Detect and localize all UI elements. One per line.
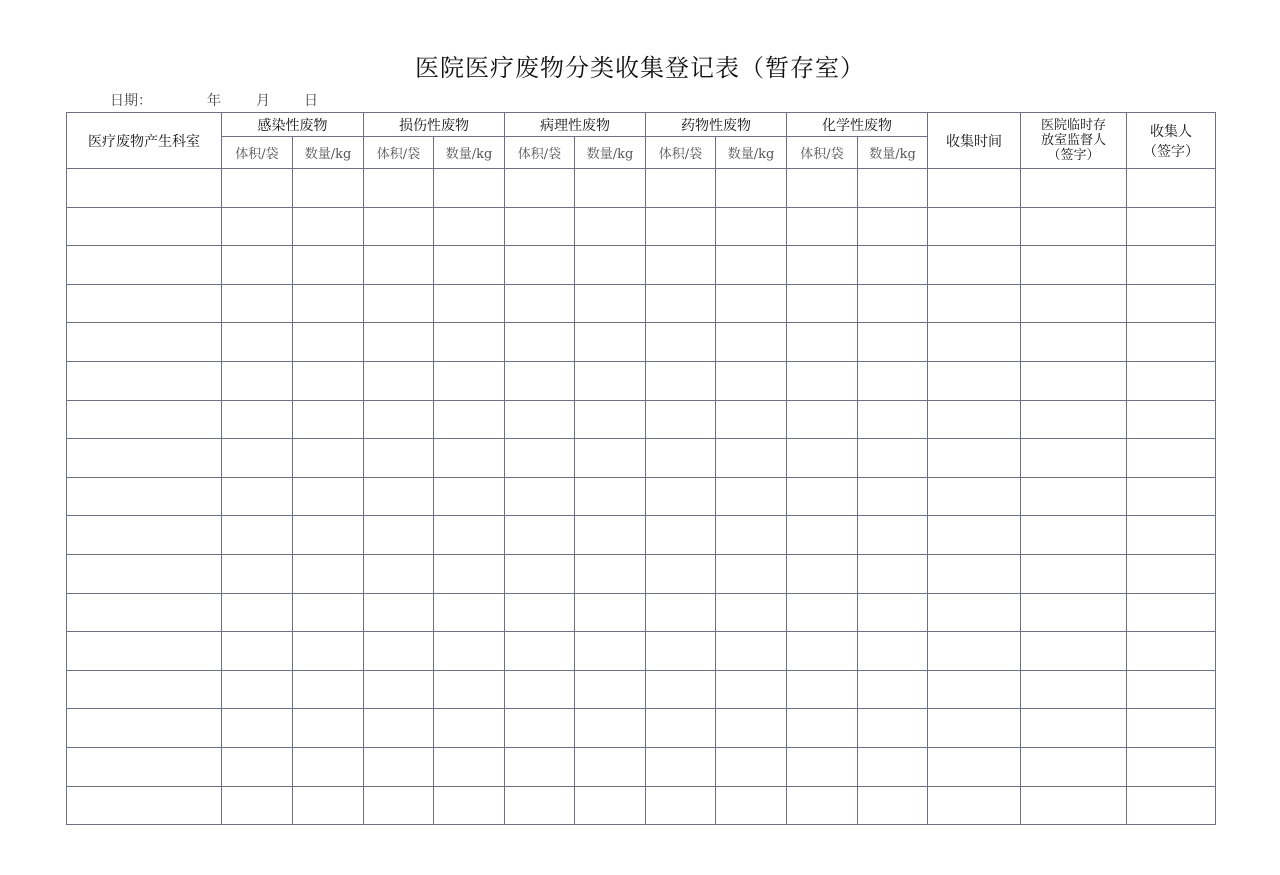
table-cell — [67, 323, 222, 362]
table-cell — [364, 593, 434, 632]
header-quantity: 数量/kg — [293, 137, 364, 169]
table-cell — [928, 632, 1021, 671]
table-cell — [222, 516, 293, 555]
table-cell — [67, 786, 222, 825]
table-cell — [364, 516, 434, 555]
header-category-pathological: 病理性废物 — [505, 113, 646, 137]
table-cell — [505, 207, 575, 246]
table-cell — [646, 323, 716, 362]
table-cell — [222, 246, 293, 285]
header-quantity: 数量/kg — [575, 137, 646, 169]
table-cell — [858, 554, 928, 593]
header-volume: 体积/袋 — [222, 137, 293, 169]
table-cell — [364, 554, 434, 593]
table-cell — [787, 361, 858, 400]
table-cell — [575, 361, 646, 400]
table-cell — [434, 207, 505, 246]
table-cell — [716, 747, 787, 786]
table-cell — [858, 709, 928, 748]
table-cell — [222, 284, 293, 323]
table-cell — [1021, 747, 1127, 786]
table-cell — [434, 169, 505, 208]
table-cell — [293, 207, 364, 246]
table-cell — [575, 439, 646, 478]
table-cell — [787, 709, 858, 748]
table-cell — [858, 361, 928, 400]
table-cell — [505, 246, 575, 285]
header-category-sharps: 损伤性废物 — [364, 113, 505, 137]
table-cell — [787, 670, 858, 709]
table-cell — [364, 709, 434, 748]
table-cell — [716, 632, 787, 671]
table-cell — [364, 439, 434, 478]
header-category-pharmaceutical: 药物性废物 — [646, 113, 787, 137]
header-category-infectious: 感染性废物 — [222, 113, 364, 137]
table-cell — [505, 670, 575, 709]
header-supervisor — [1021, 113, 1127, 169]
table-cell — [858, 207, 928, 246]
table-row — [67, 516, 1216, 555]
header-quantity: 数量/kg — [858, 137, 928, 169]
table-cell — [858, 400, 928, 439]
table-cell — [1127, 323, 1216, 362]
table-cell — [222, 477, 293, 516]
table-cell — [646, 747, 716, 786]
table-cell — [1021, 361, 1127, 400]
table-cell — [928, 670, 1021, 709]
table-cell — [716, 786, 787, 825]
table-cell — [434, 361, 505, 400]
table-cell — [787, 747, 858, 786]
table-cell — [1021, 323, 1127, 362]
header-volume: 体积/袋 — [787, 137, 858, 169]
table-cell — [434, 284, 505, 323]
table-cell — [646, 439, 716, 478]
table-cell — [434, 632, 505, 671]
table-cell — [67, 670, 222, 709]
table-cell — [293, 632, 364, 671]
table-cell — [858, 632, 928, 671]
table-cell — [787, 516, 858, 555]
table-cell — [575, 516, 646, 555]
table-cell — [1127, 786, 1216, 825]
table-cell — [505, 554, 575, 593]
table-cell — [293, 246, 364, 285]
table-row — [67, 747, 1216, 786]
table-cell — [222, 593, 293, 632]
table-cell — [858, 477, 928, 516]
table-cell — [928, 361, 1021, 400]
table-cell — [928, 207, 1021, 246]
table-cell — [787, 207, 858, 246]
table-cell — [646, 361, 716, 400]
table-cell — [293, 709, 364, 748]
header-collector-line-2: （签字） — [1143, 143, 1199, 160]
table-cell — [858, 670, 928, 709]
table-cell — [505, 709, 575, 748]
table-cell — [505, 593, 575, 632]
table-cell — [505, 786, 575, 825]
table-cell — [716, 670, 787, 709]
table-cell — [575, 786, 646, 825]
table-cell — [928, 477, 1021, 516]
table-cell — [67, 477, 222, 516]
table-cell — [222, 207, 293, 246]
table-cell — [505, 477, 575, 516]
table-cell — [434, 670, 505, 709]
table-cell — [575, 169, 646, 208]
table-cell — [67, 747, 222, 786]
header-department: 医疗废物产生科室 — [67, 113, 222, 169]
table-row — [67, 323, 1216, 362]
table-cell — [716, 516, 787, 555]
table-cell — [928, 169, 1021, 208]
table-cell — [787, 400, 858, 439]
table-cell — [222, 439, 293, 478]
table-cell — [434, 400, 505, 439]
table-cell — [505, 169, 575, 208]
date-year-label: 年 — [207, 93, 221, 109]
table-cell — [716, 439, 787, 478]
table-row — [67, 477, 1216, 516]
table-cell — [67, 593, 222, 632]
table-cell — [928, 593, 1021, 632]
table-cell — [575, 207, 646, 246]
table-cell — [787, 477, 858, 516]
table-cell — [858, 323, 928, 362]
table-cell — [67, 554, 222, 593]
table-cell — [1021, 670, 1127, 709]
table-cell — [716, 477, 787, 516]
table-cell — [364, 207, 434, 246]
table-cell — [1127, 670, 1216, 709]
table-cell — [434, 439, 505, 478]
table-cell — [575, 477, 646, 516]
table-cell — [1021, 516, 1127, 555]
table-cell — [716, 169, 787, 208]
table-cell — [716, 593, 787, 632]
table-cell — [575, 554, 646, 593]
header-supervisor-line-2: 放室监督人 — [1040, 133, 1106, 148]
table-cell — [364, 747, 434, 786]
table-cell — [575, 284, 646, 323]
table-cell — [67, 207, 222, 246]
header-volume: 体积/袋 — [364, 137, 434, 169]
table-cell — [1021, 786, 1127, 825]
table-cell — [646, 169, 716, 208]
table-row — [67, 632, 1216, 671]
table-row — [67, 709, 1216, 748]
header-volume: 体积/袋 — [505, 137, 575, 169]
table-cell — [1127, 632, 1216, 671]
table-cell — [575, 400, 646, 439]
table-cell — [1127, 246, 1216, 285]
table-cell — [67, 439, 222, 478]
waste-register-table — [66, 112, 1216, 825]
table-cell — [928, 323, 1021, 362]
table-cell — [646, 593, 716, 632]
table-cell — [293, 400, 364, 439]
table-cell — [858, 747, 928, 786]
table-cell — [434, 747, 505, 786]
table-cell — [928, 554, 1021, 593]
table-cell — [505, 747, 575, 786]
table-cell — [222, 747, 293, 786]
table-cell — [67, 246, 222, 285]
table-cell — [928, 284, 1021, 323]
table-cell — [1127, 361, 1216, 400]
table-cell — [1021, 593, 1127, 632]
table-cell — [1127, 709, 1216, 748]
table-cell — [434, 246, 505, 285]
table-cell — [646, 284, 716, 323]
table-cell — [222, 670, 293, 709]
table-cell — [787, 593, 858, 632]
table-cell — [1127, 207, 1216, 246]
table-cell — [505, 361, 575, 400]
table-cell — [716, 709, 787, 748]
table-cell — [928, 747, 1021, 786]
table-cell — [787, 786, 858, 825]
table-cell — [716, 207, 787, 246]
table-cell — [67, 516, 222, 555]
table-cell — [364, 477, 434, 516]
header-category-chemical: 化学性废物 — [787, 113, 928, 137]
table-cell — [858, 593, 928, 632]
date-label: 日期： — [110, 93, 152, 109]
table-cell — [787, 246, 858, 285]
table-cell — [293, 439, 364, 478]
table-cell — [646, 207, 716, 246]
table-cell — [505, 400, 575, 439]
table-cell — [364, 246, 434, 285]
table-row — [67, 246, 1216, 285]
table-cell — [928, 246, 1021, 285]
table-cell — [716, 361, 787, 400]
document-title: 医院医疗废物分类收集登记表（暂存室） — [415, 54, 865, 82]
header-quantity: 数量/kg — [434, 137, 505, 169]
table-cell — [293, 169, 364, 208]
table-cell — [434, 477, 505, 516]
table-cell — [293, 516, 364, 555]
header-supervisor-line-1: 医院临时存 — [1040, 118, 1106, 133]
table-cell — [434, 516, 505, 555]
table-row — [67, 439, 1216, 478]
table-cell — [222, 786, 293, 825]
table-cell — [1127, 439, 1216, 478]
table-cell — [364, 361, 434, 400]
table-cell — [434, 323, 505, 362]
table-cell — [787, 169, 858, 208]
table-cell — [646, 246, 716, 285]
table-cell — [222, 400, 293, 439]
table-cell — [293, 361, 364, 400]
table-cell — [575, 323, 646, 362]
table-cell — [1127, 400, 1216, 439]
table-cell — [222, 632, 293, 671]
table-row — [67, 207, 1216, 246]
table-cell — [646, 786, 716, 825]
table-cell — [293, 284, 364, 323]
table-cell — [364, 169, 434, 208]
table-cell — [222, 169, 293, 208]
table-cell — [1127, 169, 1216, 208]
table-cell — [646, 709, 716, 748]
table-cell — [364, 323, 434, 362]
table-cell — [1021, 169, 1127, 208]
table-cell — [67, 361, 222, 400]
table-cell — [1127, 284, 1216, 323]
table-cell — [1021, 477, 1127, 516]
header-row-categories — [67, 113, 1216, 137]
table-cell — [1021, 400, 1127, 439]
table-cell — [716, 554, 787, 593]
table-cell — [787, 632, 858, 671]
table-cell — [67, 400, 222, 439]
table-cell — [858, 786, 928, 825]
table-cell — [716, 400, 787, 439]
table-cell — [434, 593, 505, 632]
table-cell — [787, 554, 858, 593]
table-cell — [928, 709, 1021, 748]
table-cell — [858, 169, 928, 208]
table-cell — [505, 632, 575, 671]
table-cell — [1021, 207, 1127, 246]
table-cell — [67, 284, 222, 323]
table-row — [67, 786, 1216, 825]
table-cell — [858, 284, 928, 323]
table-cell — [67, 169, 222, 208]
table-row — [67, 593, 1216, 632]
table-cell — [1021, 439, 1127, 478]
table-cell — [1021, 632, 1127, 671]
table-cell — [505, 516, 575, 555]
table-cell — [646, 400, 716, 439]
table-cell — [1021, 246, 1127, 285]
table-cell — [1021, 284, 1127, 323]
table-cell — [787, 439, 858, 478]
table-cell — [434, 554, 505, 593]
table-cell — [575, 632, 646, 671]
table-cell — [505, 284, 575, 323]
table-cell — [575, 246, 646, 285]
table-cell — [646, 477, 716, 516]
header-supervisor-line-3: （签字） — [1047, 148, 1100, 163]
header-volume: 体积/袋 — [646, 137, 716, 169]
table-cell — [293, 786, 364, 825]
table-cell — [364, 670, 434, 709]
table-cell — [716, 284, 787, 323]
table-cell — [293, 670, 364, 709]
table-cell — [364, 632, 434, 671]
table-cell — [222, 554, 293, 593]
table-cell — [928, 400, 1021, 439]
table-cell — [222, 709, 293, 748]
table-cell — [434, 786, 505, 825]
table-cell — [646, 670, 716, 709]
table-cell — [293, 554, 364, 593]
table-cell — [646, 632, 716, 671]
date-month-label: 月 — [256, 93, 270, 109]
table-cell — [646, 516, 716, 555]
header-collector-line-1: 收集人 — [1150, 123, 1192, 140]
table-cell — [222, 361, 293, 400]
table-cell — [434, 709, 505, 748]
header-collect-time: 收集时间 — [928, 113, 1021, 169]
table-cell — [505, 439, 575, 478]
table-cell — [1127, 477, 1216, 516]
table-cell — [1021, 709, 1127, 748]
table-cell — [575, 593, 646, 632]
table-cell — [67, 632, 222, 671]
date-day-label: 日 — [304, 93, 318, 109]
header-collector — [1127, 113, 1216, 169]
table-cell — [1021, 554, 1127, 593]
table-cell — [1127, 516, 1216, 555]
table-cell — [716, 323, 787, 362]
table-cell — [364, 400, 434, 439]
table-row — [67, 554, 1216, 593]
table-cell — [364, 284, 434, 323]
table-cell — [787, 323, 858, 362]
table-cell — [1127, 554, 1216, 593]
table-cell — [67, 709, 222, 748]
table-cell — [928, 439, 1021, 478]
table-cell — [1127, 593, 1216, 632]
table-cell — [787, 284, 858, 323]
table-cell — [364, 786, 434, 825]
table-cell — [575, 747, 646, 786]
table-cell — [858, 516, 928, 555]
table-cell — [505, 323, 575, 362]
header-quantity: 数量/kg — [716, 137, 787, 169]
table-cell — [575, 709, 646, 748]
table-cell — [928, 786, 1021, 825]
table-cell — [293, 477, 364, 516]
table-cell — [716, 246, 787, 285]
table-cell — [222, 323, 293, 362]
table-row — [67, 670, 1216, 709]
table-cell — [293, 323, 364, 362]
table-cell — [928, 516, 1021, 555]
table-cell — [1127, 747, 1216, 786]
table-cell — [293, 747, 364, 786]
table-cell — [858, 439, 928, 478]
table-cell — [575, 670, 646, 709]
table-row — [67, 400, 1216, 439]
table-cell — [293, 593, 364, 632]
table-cell — [858, 246, 928, 285]
table-row — [67, 361, 1216, 400]
table-cell — [646, 554, 716, 593]
table-row — [67, 169, 1216, 208]
table-row — [67, 284, 1216, 323]
